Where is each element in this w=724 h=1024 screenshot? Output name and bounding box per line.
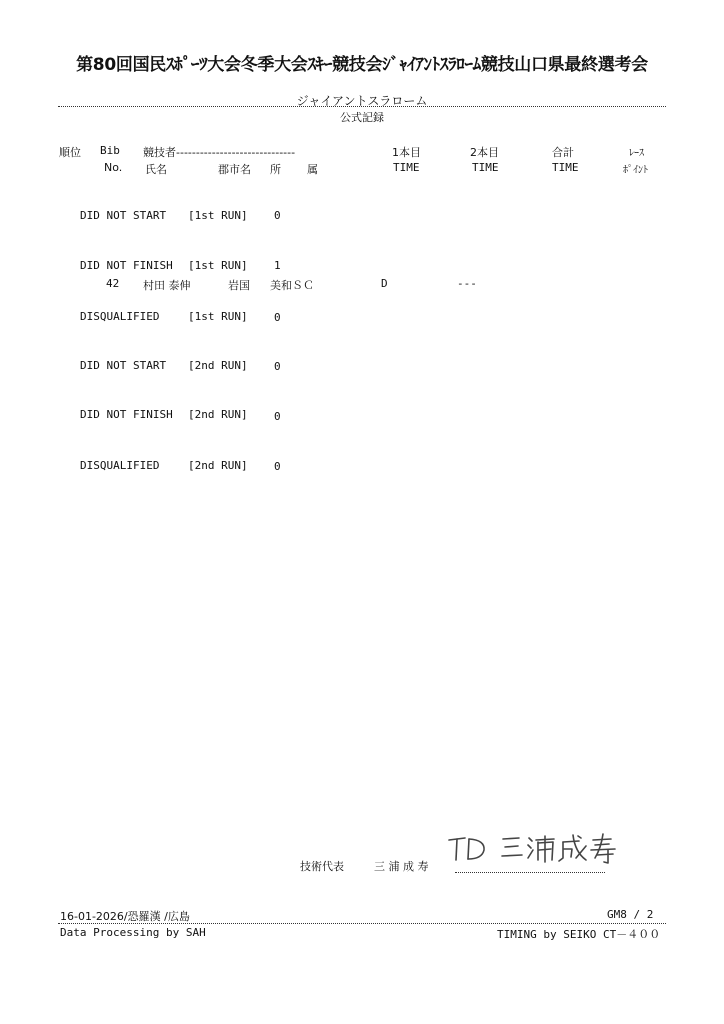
section-run: [1st RUN] (188, 310, 248, 323)
section-status: DID NOT FINISH (80, 408, 173, 421)
section-run: [2nd RUN] (188, 459, 248, 472)
signature-label: 技術代表 (300, 860, 344, 873)
col-bib: Bib (100, 144, 120, 157)
col-run2-time: TIME (472, 161, 499, 174)
timing-credit: TIMING by SEIKO CT－４００ (497, 928, 661, 941)
section-status: DISQUALIFIED (80, 459, 160, 472)
entry-run1: D (381, 277, 388, 290)
col-run1: 1本目 (392, 146, 421, 159)
section-count: 0 (274, 460, 281, 473)
section-status: DID NOT FINISH (80, 259, 173, 272)
col-affil-1: 所 (270, 163, 281, 176)
section-status: DISQUALIFIED (80, 310, 160, 323)
col-race: ﾚｰｽ (629, 148, 644, 159)
signature-name: 三 浦 成 寿 (374, 860, 429, 873)
col-city: 郡市名 (218, 163, 251, 176)
entry-name: 村田 泰伸 (143, 279, 191, 292)
header-divider (58, 106, 666, 107)
col-total-time: TIME (552, 161, 579, 174)
section-status: DID NOT START (80, 359, 167, 372)
entry-run2: --- (457, 277, 477, 290)
col-name: 氏名 (145, 163, 167, 176)
section-count: 0 (274, 311, 281, 324)
col-run1-time: TIME (393, 161, 420, 174)
section-count: 0 (274, 410, 281, 423)
section-status: DID NOT START (80, 209, 167, 222)
col-bib-no: No. (104, 161, 123, 174)
date-place: 16-01-2026/恐羅漢 /広島 (60, 910, 190, 923)
entry-club: 美和ＳＣ (270, 279, 314, 292)
data-processing: Data Processing by SAH (60, 926, 206, 939)
official-record-label: 公式記録 (340, 111, 384, 124)
signature-line (455, 872, 605, 873)
handwritten-signature (445, 828, 625, 870)
section-run: [2nd RUN] (188, 408, 248, 421)
col-rank: 順位 (59, 146, 81, 159)
section-count: 0 (274, 209, 281, 222)
entry-bib: 42 (106, 277, 120, 290)
col-total: 合計 (552, 146, 574, 159)
section-run: [1st RUN] (188, 259, 248, 272)
document-title: 第80回国民ｽﾎﾟｰﾂ大会冬季大会ｽｷｰ競技会ｼﾞｬｲｱﾝﾄｽﾗﾛｰﾑ競技山口県最終選考会 (76, 55, 648, 75)
col-run2: 2本目 (470, 146, 499, 159)
entry-city: 岩国 (228, 279, 250, 292)
section-count: 0 (274, 360, 281, 373)
col-points: ﾎﾟｲﾝﾄ (623, 165, 648, 176)
col-affil-2: 属 (307, 163, 318, 176)
footer-divider (58, 923, 666, 924)
col-competitor: 競技者------------------------------ (143, 146, 296, 159)
section-count: 1 (274, 259, 281, 272)
page-number: GM8 / 2 (607, 908, 654, 921)
event-name: ジャイアントスラローム (296, 94, 428, 108)
section-run: [2nd RUN] (188, 359, 248, 372)
section-run: [1st RUN] (188, 209, 248, 222)
